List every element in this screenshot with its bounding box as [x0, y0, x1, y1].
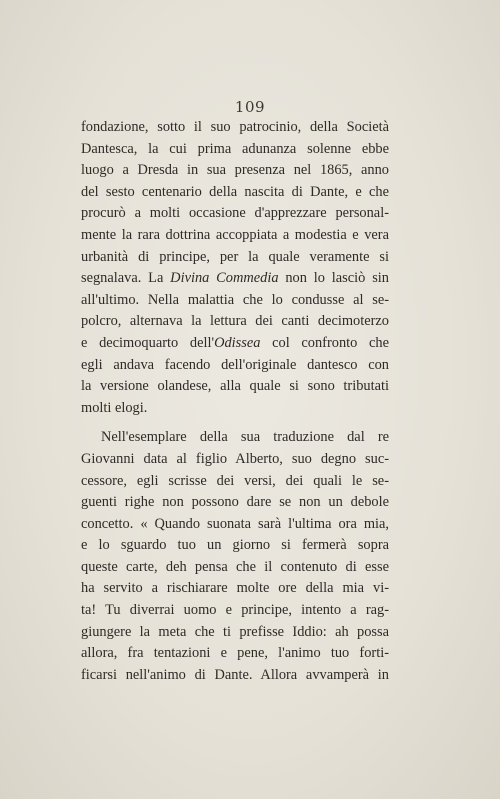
text-line: ha servito a rischiarare molte ore della mia vi- — [81, 580, 389, 597]
work-title-divina-commedia: Divina Commedia — [170, 270, 279, 287]
page-number: 109 — [234, 98, 266, 116]
text-line — [81, 333, 389, 355]
text-line: guenti righe non possono dare se non un debole — [81, 494, 389, 511]
text-line: ta! Tu diverrai uomo e principe, intento a rag- — [81, 602, 389, 619]
text-line: allora, fra tentazioni e pene, l'animo tuo forti- — [81, 645, 389, 662]
text-line: del sesto centenario della nascita di Dante, e che — [81, 183, 389, 200]
text-line: luogo a Dresda in sua presenza nel 1865, anno — [81, 162, 389, 179]
text-fragment: segnalava. La — [81, 270, 171, 287]
text-fragment: non lo lasciò sin — [278, 270, 389, 287]
text-fragment: e decimoquarto dell' — [81, 334, 215, 351]
text-line: la versione olandese, alla quale si sono tributati — [81, 378, 389, 395]
text-line: Dantesca, la cui prima adunanza solenne ebbe — [81, 140, 389, 157]
text-line: e lo sguardo tuo un giorno si fermerà sopra — [81, 537, 389, 554]
text-line: mente la rara dottrina accoppiata a modestia e vera — [81, 226, 389, 243]
text-line — [81, 268, 389, 290]
text-line: urbanità di principe, per la quale veramente si — [81, 248, 389, 265]
text-line: concetto. « Quando suonata sarà l'ultima ora mia, — [81, 515, 389, 532]
paragraph-gap — [81, 419, 389, 427]
body-text — [81, 117, 389, 686]
text-line: cessore, egli scrisse dei versi, dei quali le se- — [81, 472, 389, 489]
text-line: all'ultimo. Nella malattia che lo condusse al se- — [81, 291, 389, 308]
text-line: polcro, alternava la lettura dei canti decimoterzo — [81, 313, 389, 330]
text-line: queste carte, deh pensa che il contenuto di esse — [81, 558, 389, 575]
text-line: ficarsi nell'animo di Dante. Allora avvamperà in — [81, 666, 389, 683]
text-line: Nell'esemplare della sua traduzione dal re — [101, 429, 389, 446]
text-line: fondazione, sotto il suo patrocinio, della Società — [81, 119, 389, 135]
text-line: giungere la meta che ti prefisse Iddio: ah possa — [81, 623, 389, 640]
text-line: egli andava facendo dell'originale dantesco con — [81, 356, 389, 373]
work-title-odissea: Odissea — [214, 334, 261, 351]
paragraph-1 — [81, 117, 389, 419]
paragraph-2 — [81, 427, 389, 686]
text-fragment: col confronto che — [260, 334, 389, 351]
text-line: procurò a molti occasione d'apprezzare personal- — [81, 205, 389, 222]
text-line: Giovanni data al figlio Alberto, suo degno suc- — [81, 450, 389, 467]
text-line: molti elogi. — [81, 399, 148, 416]
